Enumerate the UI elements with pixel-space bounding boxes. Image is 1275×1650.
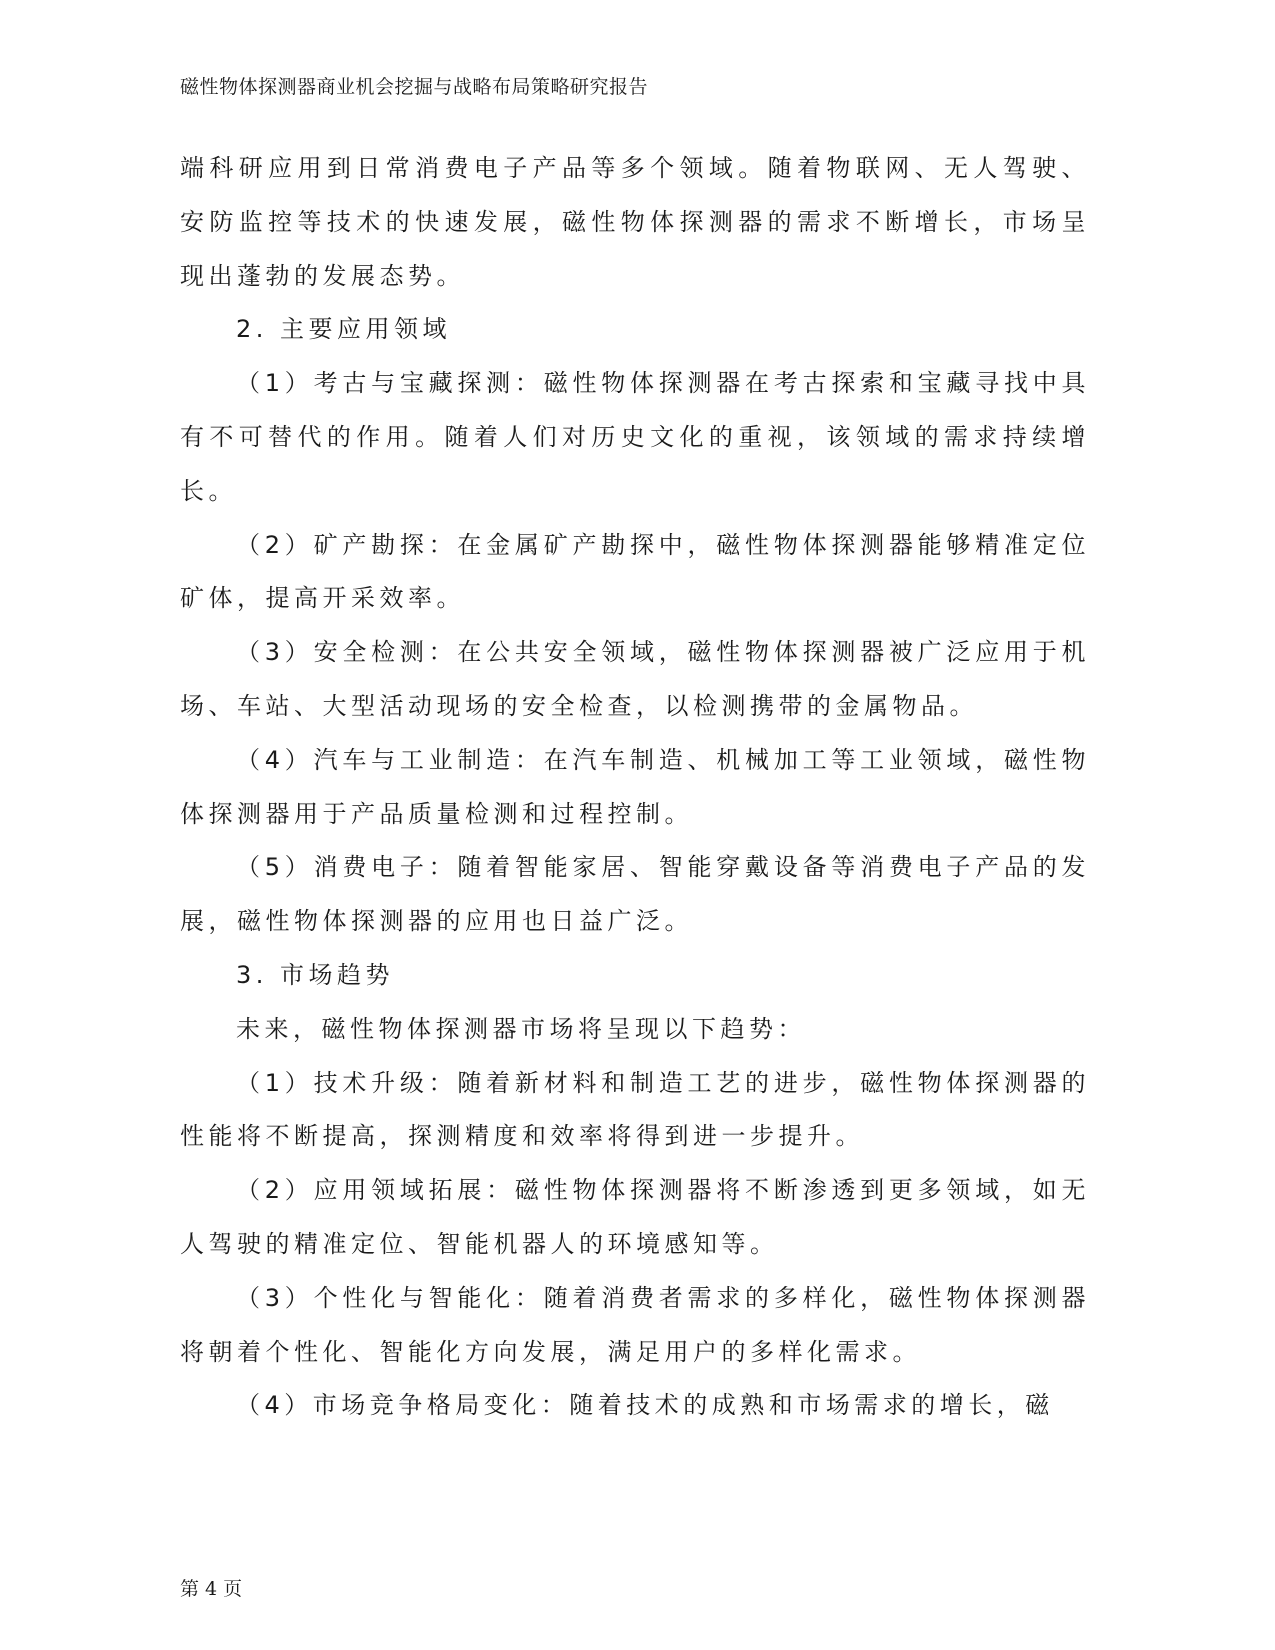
paragraph-trends-intro: 未来，磁性物体探测器市场将呈现以下趋势： — [236, 1014, 806, 1043]
section-heading-application-areas: 2. 主要应用领域 — [236, 315, 452, 344]
paragraph-continuation: 端科研应用到日常消费电子产品等多个领域。随着物联网、无人驾驶、安防监控等技术的快速发展，磁性物体探测器的需求不断增长，市场呈现出蓬勃的发展态势。 — [180, 154, 1090, 290]
paragraph-application-expansion: （2）应用领域拓展：磁性物体探测器将不断渗透到更多领域，如无人驾驶的精准定位、智能机器人的环境感知等。 — [180, 1176, 1090, 1258]
paragraph-competition: （4）市场竞争格局变化：随着技术的成熟和市场需求的增长，磁 — [236, 1391, 1054, 1420]
document-body — [180, 142, 1090, 1433]
paragraph-mineral-exploration: （2）矿产勘探：在金属矿产勘探中，磁性物体探测器能够精准定位矿体，提高开采效率。 — [180, 530, 1090, 613]
paragraph-personalization: （3）个性化与智能化：随着消费者需求的多样化，磁性物体探测器将朝着个性化、智能化方向发展，满足用户的多样化需求。 — [180, 1283, 1090, 1366]
page-header-title: 磁性物体探测器商业机会挖掘与战略布局策略研究报告 — [180, 76, 649, 98]
paragraph-tech-upgrade: （1）技术升级：随着新材料和制造工艺的进步，磁性物体探测器的性能将不断提高，探测精度和效率将得到进一步提升。 — [180, 1068, 1090, 1151]
paragraph-automotive-industry: （4）汽车与工业制造：在汽车制造、机械加工等工业领域，磁性物体探测器用于产品质量检测和过程控制。 — [180, 745, 1090, 828]
header-divider — [180, 112, 1080, 113]
paragraph-security-inspection: （3）安全检测：在公共安全领域，磁性物体探测器被广泛应用于机场、车站、大型活动现场的安全检查，以检测携带的金属物品。 — [180, 638, 1090, 720]
paragraph-archaeology: （1）考古与宝藏探测：磁性物体探测器在考古探索和宝藏寻找中具有不可替代的作用。随着人们对历史文化的重视，该领域的需求持续增长。 — [180, 369, 1090, 505]
page-number: 第 4 页 — [180, 1578, 243, 1600]
paragraph-consumer-electronics: （5）消费电子：随着智能家居、智能穿戴设备等消费电子产品的发展，磁性物体探测器的应用也日益广泛。 — [180, 853, 1090, 936]
section-heading-market-trends: 3. 市场趋势 — [236, 960, 395, 989]
